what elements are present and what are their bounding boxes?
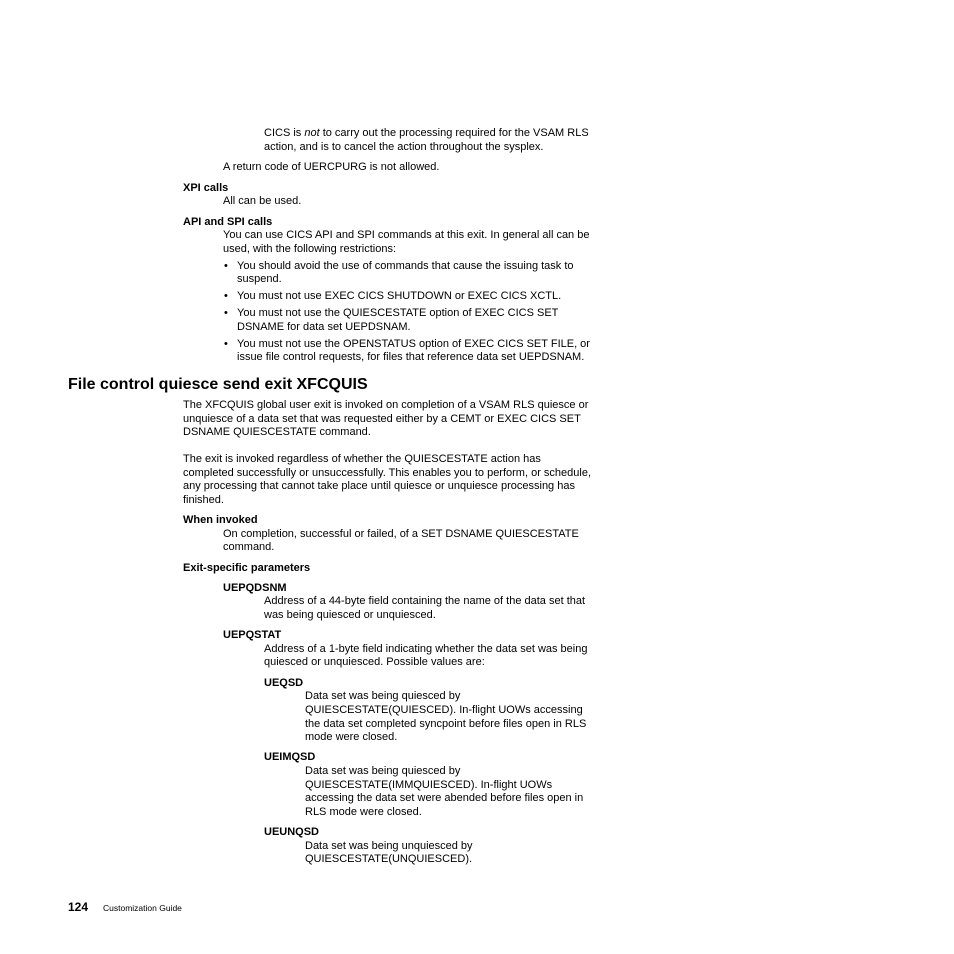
restriction-4-cont: issue file control requests, for files that reference data set UEPDSNAM. [237, 351, 585, 363]
return-code-note: A return code of UERCPURG is not allowed. [223, 161, 440, 173]
param-uepqdsnm-desc-2: was being quiesced or unquiesced. [264, 609, 436, 621]
when-invoked-heading: When invoked [183, 514, 258, 526]
second-paragraph-2: completed successfully or unsuccessfully. This enables you to perform, or schedule, [183, 467, 592, 479]
book-title: Customization Guide [103, 903, 182, 913]
value-ueimqsd-desc-2: QUIESCESTATE(IMMQUIESCED). In-flight UOWs [305, 779, 553, 791]
bullet-marker: • [224, 260, 228, 272]
param-uepqdsnm: UEPQDSNM [223, 582, 287, 594]
xpi-calls-heading: XPI calls [183, 182, 229, 194]
second-paragraph-3: any processing that cannot take place until quiesce or unquiesce processing has [183, 480, 575, 492]
value-ueqsd-desc-4: mode were closed. [305, 731, 398, 743]
bullet-marker: • [224, 338, 228, 350]
value-ueunqsd: UEUNQSD [264, 826, 320, 838]
restriction-3: You must not use the QUIESCESTATE option of EXEC CICS SET [237, 307, 559, 319]
section-title: File control quiesce send exit XFCQUIS [68, 376, 368, 393]
bullet-marker: • [224, 290, 228, 302]
api-spi-intro: You can use CICS API and SPI commands at this exit. In general all can be [223, 229, 590, 241]
when-invoked-text-2: command. [223, 541, 275, 553]
exit-params-heading: Exit-specific parameters [183, 562, 311, 574]
restriction-4: You must not use the OPENSTATUS option of EXEC CICS SET FILE, or [237, 338, 590, 350]
restriction-2: You must not use EXEC CICS SHUTDOWN or EXEC CICS XCTL. [237, 290, 562, 302]
value-ueimqsd-desc-3: accessing the data set were abended before files open in [305, 792, 584, 804]
intro-paragraph-3: DSNAME QUIESCESTATE command. [183, 426, 371, 438]
api-spi-heading: API and SPI calls [183, 216, 273, 228]
value-ueqsd: UEQSD [264, 677, 304, 689]
restriction-3-cont: DSNAME for data set UEPDSNAM. [237, 321, 411, 333]
param-uepqdsnm-desc: Address of a 44-byte field containing the name of the data set that [264, 595, 586, 607]
restriction-1: You should avoid the use of commands that cause the issuing task to [237, 260, 574, 272]
value-ueimqsd-desc: Data set was being quiesced by [305, 765, 461, 777]
intro-paragraph-2: unquiesce of a data set that was requested either by a CEMT or EXEC CICS SET [183, 413, 581, 425]
value-ueimqsd-desc-4: RLS mode were closed. [305, 806, 422, 818]
value-ueimqsd: UEIMQSD [264, 751, 316, 763]
param-uepqstat-desc: Address of a 1-byte field indicating whether the data set was being [264, 643, 588, 655]
param-uepqstat-desc-2: quiesced or unquiesced. Possible values are: [264, 656, 485, 668]
value-ueqsd-desc-3: the data set completed syncpoint before files open in RLS [305, 718, 587, 730]
when-invoked-text: On completion, successful or failed, of a SET DSNAME QUIESCESTATE [223, 528, 579, 540]
restriction-1-cont: suspend. [237, 273, 282, 285]
cics-not-line: CICS is not to carry out the processing required for the VSAM RLS [264, 127, 589, 139]
intro-paragraph: The XFCQUIS global user exit is invoked on completion of a VSAM RLS quiesce or [183, 399, 589, 411]
xpi-calls-text: All can be used. [223, 195, 302, 207]
param-uepqstat: UEPQSTAT [223, 629, 282, 641]
bullet-marker: • [224, 307, 228, 319]
value-ueqsd-desc: Data set was being quiesced by [305, 690, 461, 702]
page-number: 124 [68, 900, 89, 914]
second-paragraph: The exit is invoked regardless of whether the QUIESCESTATE action has [183, 453, 541, 465]
second-paragraph-4: finished. [183, 494, 224, 506]
cics-not-line-2: action, and is to cancel the action throughout the sysplex. [264, 141, 544, 153]
api-spi-intro-2: used, with the following restrictions: [223, 243, 397, 255]
value-ueqsd-desc-2: QUIESCESTATE(QUIESCED). In-flight UOWs accessing [305, 704, 583, 716]
value-ueunqsd-desc: Data set was being unquiesced by [305, 840, 473, 852]
value-ueunqsd-desc-2: QUIESCESTATE(UNQUIESCED). [305, 853, 473, 865]
